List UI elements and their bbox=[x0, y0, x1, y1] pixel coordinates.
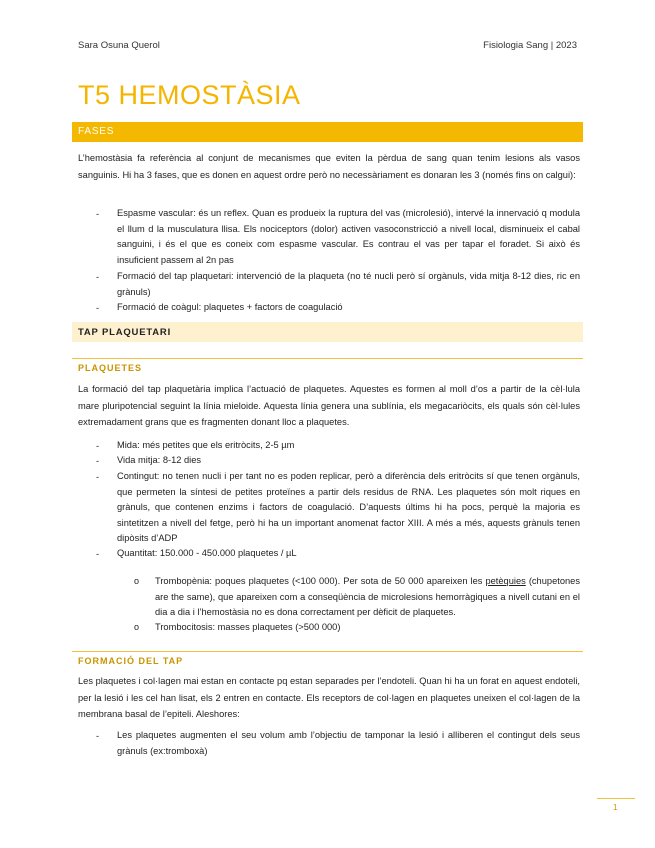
fases-bullet-3: Formació de coàgul: plaquetes + factors de coagulació bbox=[117, 302, 343, 312]
page-title: T5 HEMOSTÀSIA bbox=[78, 80, 301, 110]
subheading-line bbox=[72, 651, 583, 652]
formacio-bullet-1: Les plaquetes augmenten el seu volum amb l’objectiu de tamponar la lesió i alliberen el contingut dels seus grànuls (ex:tromboxà) bbox=[117, 730, 580, 756]
section-band-tap bbox=[72, 322, 583, 342]
petequies-term: petèquies bbox=[485, 576, 526, 586]
bullet-marker: - bbox=[96, 209, 100, 219]
subheading-formacio: FORMACIÓ DEL TAP bbox=[78, 656, 184, 666]
section-heading-tap: TAP PLAQUETARI bbox=[78, 327, 172, 338]
circle-bullet-marker: o bbox=[134, 622, 140, 632]
subheading-line bbox=[72, 358, 583, 359]
plaquetes-intro: La formació del tap plaquetària implica l’actuació de plaquetes. Aquestes es formen al moll d’os a partir de la cèl·lula mare pluripotencial seguint la línia mieloide. Aquesta línia genera una sublínia, els megacariòcits, els quals són cèl·lules extremadament grans que es fragmenten donant lloc a plaquetes. bbox=[78, 384, 580, 427]
plaquetes-bullet-1: Mida: més petites que els eritròcits, 2-5 µm bbox=[117, 440, 295, 450]
circle-bullet-marker: o bbox=[134, 576, 140, 586]
plaquetes-bullet-2: Vida mitja: 8-12 dies bbox=[117, 455, 202, 465]
section-heading-fases: FASES bbox=[78, 126, 115, 137]
trombocitosis-item: Trombocitosis: masses plaquetes (>500 000) bbox=[155, 622, 341, 632]
section-band-fases bbox=[72, 122, 583, 142]
fases-bullet-2: Formació del tap plaquetari: intervenció de la plaqueta (no té nucli però sí orgànuls, vida mitja 8-12 dies, ric en grànuls) bbox=[117, 271, 580, 297]
plaquetes-bullet-3: Contingut: no tenen nucli i per tant no es poden replicar, però a diferència dels eritròcits sí que tenen orgànuls, que permeten la síntesi de petites proteïnes a partir dels residus de RNA. Les plaquetes són molt riques en grànuls, que contenen enzims i factors de coagulació. D’aquests últims hi ha pocs, perquè la majoria es sintetitzen a nivell del fetge, però hi ha un important anomenat factor XIII. A més a més, aquests grànuls tenen dipòsits d’ADP bbox=[117, 471, 580, 543]
trombopenia-text: Trombopènia: poques plaquetes (<100 000). Per sota de 50 000 apareixen les bbox=[155, 576, 486, 586]
bullet-marker: - bbox=[96, 456, 100, 466]
bullet-marker: - bbox=[96, 731, 100, 741]
page-number: 1 bbox=[613, 803, 618, 812]
bullet-marker: - bbox=[96, 549, 100, 559]
bullet-marker: - bbox=[96, 272, 100, 282]
formacio-intro: Les plaquetes i col·lagen mai estan en contacte pq estan separades per l’endoteli. Quan hi ha un forat en aquest endoteli, per la lesió i les cel han lisat, els 2 entren en contacte. Els receptors de col·lagen en plaquetes uneixen el col·lagen de la membrana basal de l’epiteli. Aleshores: bbox=[78, 676, 580, 719]
footer-line bbox=[597, 798, 635, 799]
bullet-marker: - bbox=[96, 472, 100, 482]
bullet-marker: - bbox=[96, 441, 100, 451]
header-author: Sara Osuna Querol bbox=[78, 40, 160, 51]
fases-intro: L’hemostàsia fa referència al conjunt de mecanismes que eviten la pèrdua de sang quan tenim lesions als vasos sanguinis. Hi ha 3 fases, que es donen en aquest ordre però no necessàriament es donaran les 3 (només fins on calgui): bbox=[78, 153, 580, 180]
bullet-marker: - bbox=[96, 303, 100, 313]
trombopenia-text-cont: (chupetones are the same), que apareixen com a conseqüència de microlesions hemorràgiques a nivell cutani en el dia a dia i l’hemostàsia no es dona correctament per dèficit de plaquetes. bbox=[155, 576, 580, 617]
page-header bbox=[78, 40, 577, 56]
trombopenia-item bbox=[155, 574, 580, 621]
plaquetes-bullet-4: Quantitat: 150.000 - 450.000 plaquetes / µL bbox=[117, 548, 297, 558]
fases-bullet-1: Espasme vascular: és un reflex. Quan es produeix la ruptura del vas (microlesió), intervé la innervació q modula el llum d la musculatura llisa. Els nociceptors (dolor) activen vasoconstricció a nivell local, disminueix el cabal sanguini, i és el que es coneix com espasme vascular. Es contrau el vas per tapar el foradet. Si això és insuficient passem al 2n pas bbox=[117, 208, 580, 265]
subheading-plaquetes: PLAQUETES bbox=[78, 363, 143, 373]
header-course: Fisiologia Sang | 2023 bbox=[483, 40, 577, 51]
